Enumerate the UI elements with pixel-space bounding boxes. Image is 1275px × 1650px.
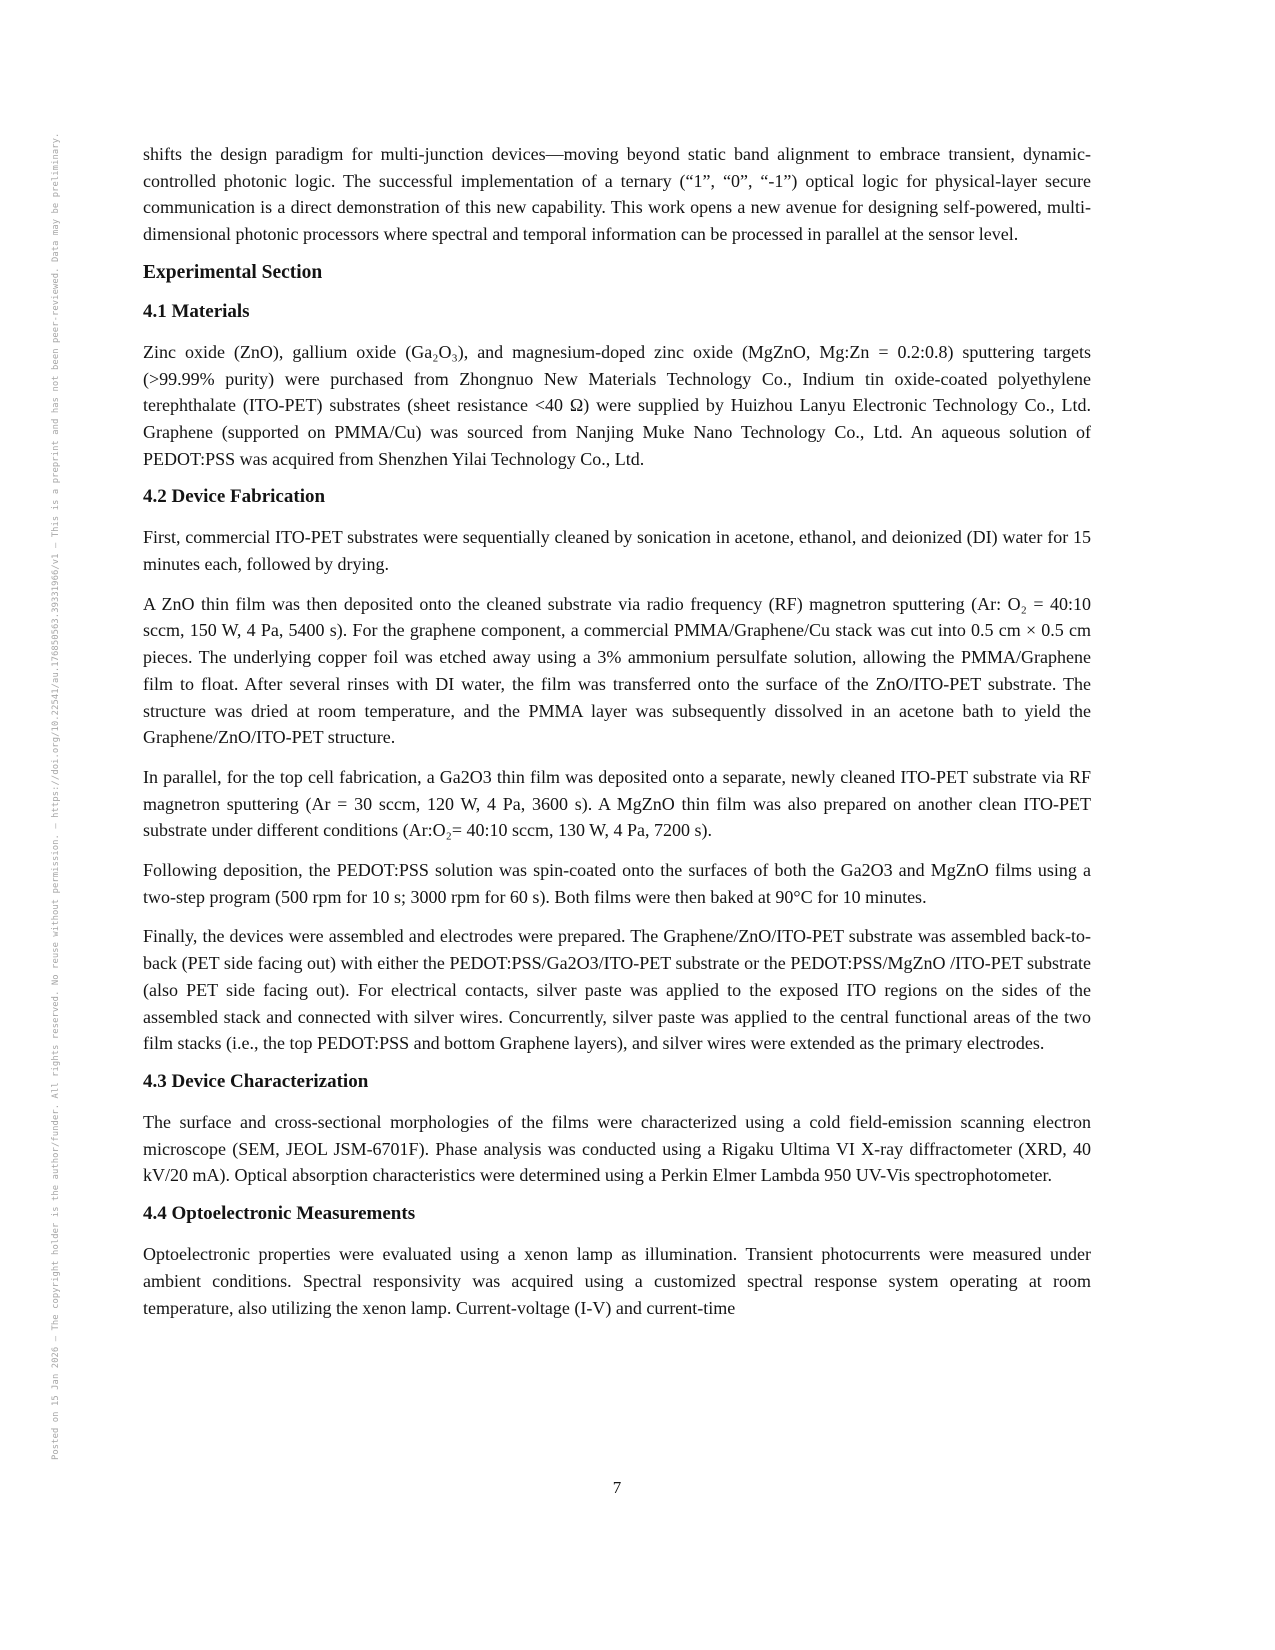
paragraph-materials: Zinc oxide (ZnO), gallium oxide (Ga₂O₃), and magnesium-doped zinc oxide (MgZnO, Mg:Zn = 0.2:0.8) sputtering targets (>99.99% purity) were purchased from Zhongnuo New Materials Technology Co., Indium tin oxide-coated polyethylene terephthalate (ITO-PET) substrates (sheet resistance <40 Ω) were supplied by Huizhou Lanyu Electronic Technology Co., Ltd. Graphene (supported on PMMA/Cu) was sourced from Nanjing Muke Nano Technology Co., Ltd. An aqueous solution of PEDOT:PSS was acquired from Shenzhen Yilai Technology Co., Ltd. bbox=[143, 341, 1091, 469]
paragraph-fabrication-cleaning: First, commercial ITO-PET substrates were sequentially cleaned by sonication in acetone, ethanol, and deionized (DI) water for 15 minutes each, followed by drying. bbox=[143, 527, 1091, 575]
heading-device-fabrication: 4.2 Device Fabrication bbox=[143, 486, 326, 508]
paragraph-fabrication-assembly: Finally, the devices were assembled and electrodes were prepared. The Graphene/ZnO/ITO-PET substrate was assembled back-to-back (PET side facing out) with either the PEDOT:PSS/Ga2O3/ITO-PET substrate or the PEDOT:PSS/MgZnO /ITO-PET substrate (also PET side facing out). For electrical contacts, silver paste was applied to the exposed ITO regions on the sides of the assembled stack and connected with silver wires. Concurrently, silver paste was applied to the central functional areas of the two film stacks (i.e., the top PEDOT:PSS and bottom Graphene layers), and silver wires were extended as the primary electrodes. bbox=[143, 926, 1091, 1054]
paper-page-content bbox=[143, 141, 1091, 1334]
heading-optoelectronic-measurements: 4.4 Optoelectronic Measurements bbox=[143, 1203, 416, 1225]
paragraph-fabrication-topcell: In parallel, for the top cell fabrication, a Ga2O3 thin film was deposited onto a separate, newly cleaned ITO-PET substrate via RF magnetron sputtering (Ar = 30 sccm, 120 W, 4 Pa, 3600 s). A MgZnO thin film was also prepared on another clean ITO-PET substrate under different conditions (Ar:O₂= 40:10 sccm, 130 W, 4 Pa, 7200 s). bbox=[143, 766, 1091, 841]
paragraph-conclusion-continued: shifts the design paradigm for multi-junction devices—moving beyond static band alignment to embrace transient, dynamic-controlled photonic logic. The successful implementation of a ternary (“1”, “0”, “-1”) optical logic for physical-layer secure communication is a direct demonstration of this new capability. This work opens a new avenue for designing self-powered, multi-dimensional photonic processors where spectral and temporal information can be processed in parallel at the sensor level. bbox=[143, 144, 1091, 245]
preprint-watermark: Posted on 15 Jan 2026 — The copyright holder is the author/funder. All rights reserved. No reuse without permission. — https://doi.org/10.22541/au.176850563.39331966/v1 — This is a preprint and has not been peer-reviewed. Data may be preliminary. bbox=[51, 132, 61, 1460]
paragraph-measurements: Optoelectronic properties were evaluated using a xenon lamp as illumination. Transient photocurrents were measured under ambient conditions. Spectral responsivity was acquired using a customized spectral response system operating at room temperature, also utilizing the xenon lamp. Current-voltage (I-V) and current-time bbox=[143, 1244, 1091, 1318]
heading-materials: 4.1 Materials bbox=[143, 300, 250, 322]
page-number: 7 bbox=[612, 1478, 622, 1497]
heading-device-characterization: 4.3 Device Characterization bbox=[143, 1070, 369, 1092]
paragraph-fabrication-zno-graphene: A ZnO thin film was then deposited onto the cleaned substrate via radio frequency (RF) magnetron sputtering (Ar: O₂ = 40:10 sccm, 150 W, 4 Pa, 5400 s). For the graphene component, a commercial PMMA/Graphene/Cu stack was cut into 0.5 cm × 0.5 cm pieces. The underlying copper foil was etched away using a 3% ammonium persulfate solution, allowing the PMMA/Graphene film to float. After several rinses with DI water, the film was transferred onto the surface of the ZnO/ITO-PET substrate. The structure was dried at room temperature, and the PMMA layer was subsequently dissolved in an acetone bath to yield the Graphene/ZnO/ITO-PET structure. bbox=[143, 593, 1091, 748]
paragraph-fabrication-pedot: Following deposition, the PEDOT:PSS solution was spin-coated onto the surfaces of both the Ga2O3 and MgZnO films using a two-step program (500 rpm for 10 s; 3000 rpm for 60 s). Both films were then baked at 90°C for 10 minutes. bbox=[143, 860, 1091, 907]
paragraph-characterization: The surface and cross-sectional morphologies of the films were characterized using a cold field-emission scanning electron microscope (SEM, JEOL JSM-6701F). Phase analysis was conducted using a Rigaku Ultima VI X-ray diffractometer (XRD, 40 kV/20 mA). Optical absorption characteristics were determined using a Perkin Elmer Lambda 950 UV-Vis spectrophotometer. bbox=[143, 1111, 1091, 1186]
heading-experimental-section: Experimental Section bbox=[143, 261, 323, 283]
